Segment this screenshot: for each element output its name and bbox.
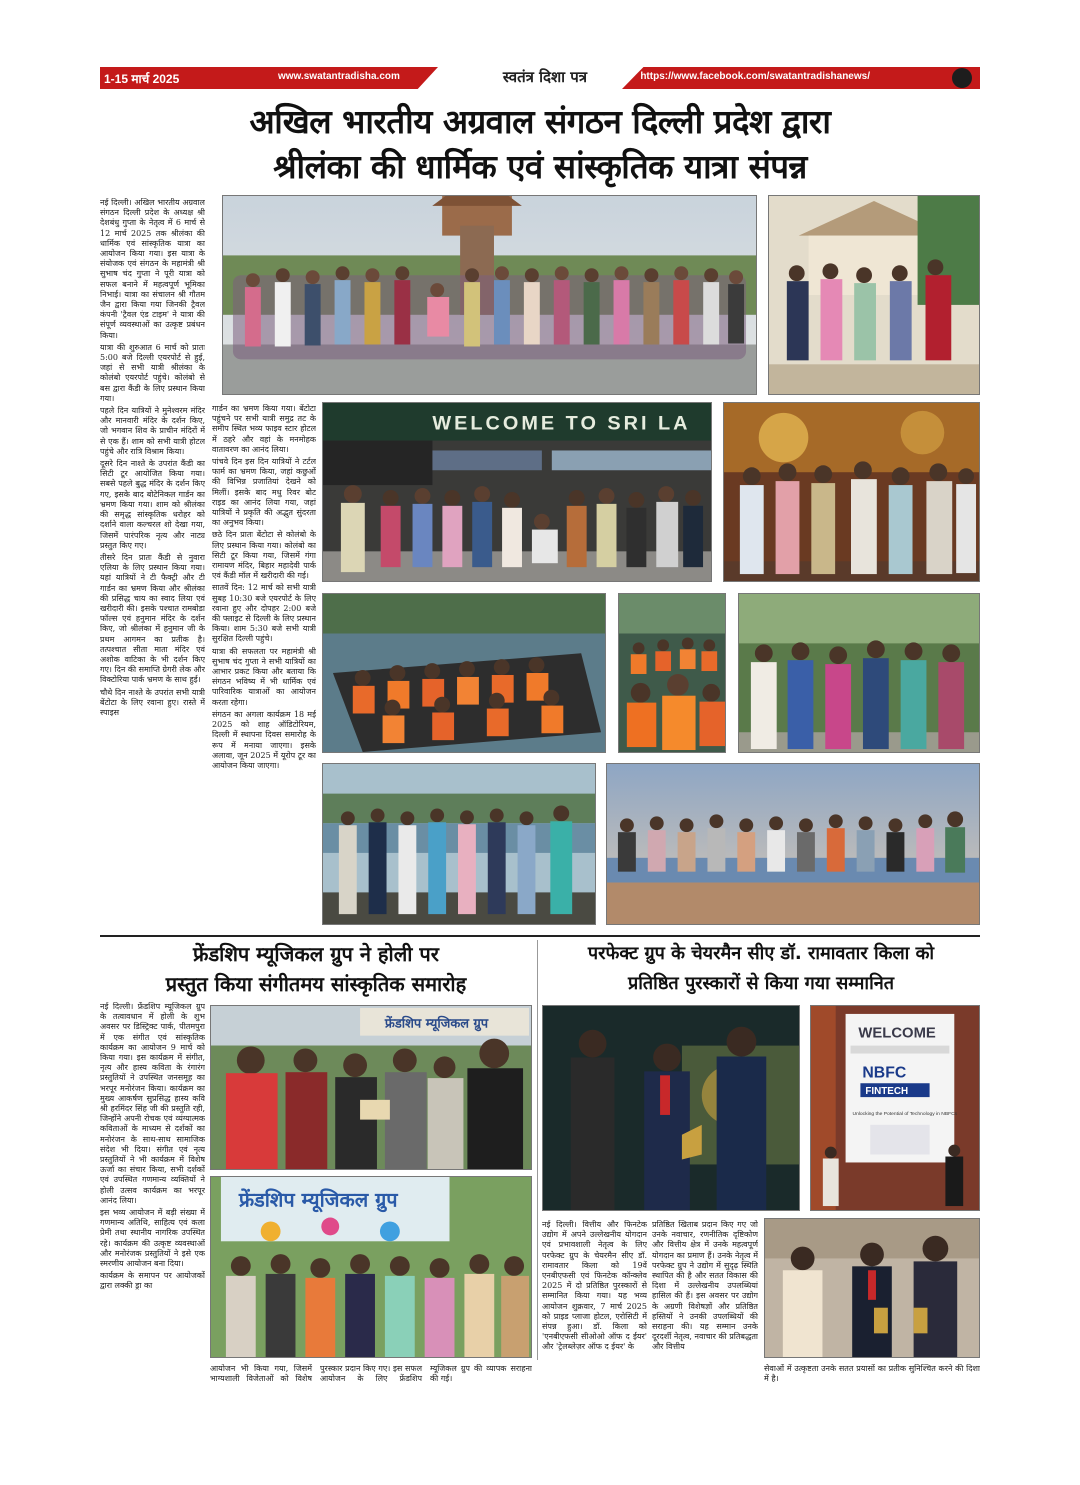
photo-group-clock-tower (222, 195, 757, 395)
paragraph: नई दिल्ली। अखिल भारतीय अग्रवाल संगठन दिल्ली प्रदेश के अध्यक्ष श्री देशबंधु गुप्ता के नेतृत्व में 6 मार्च से 12 मार्च 2025 तक श्रीलंका की धार्मिक एवं सांस्कृतिक यात्रा का आयोजन किया गया। इस यात्रा के संयोजक एवं संगठन के महामंत्री श्री सुभाष चंद गुप्ता ने पूरी यात्रा को सफल बनाने में महत्वपूर्ण भूमिका निभाई। यात्रा का संचालन श्री गौतम जैन द्वारा किया गया जिनकी ट्रैवल कंपनी 'ट्रैवल एंड टाइम' ने यात्रा की संपूर्ण व्यवस्थाओं का उत्कृष्ट प्रबंधन किया। (100, 198, 205, 340)
photo-beach-group (606, 763, 980, 925)
friendship-article-continued: आयोजन भी किया गया, जिसमें भाग्यशाली विजेताओं को विशेष पुरस्कार प्रदान किए गए। इस सफल आयोजन के लिए फ्रेंडशिप म्यूजिकल ग्रुप की व्यापक सराहना की गई। (210, 1364, 532, 1384)
facebook-link[interactable]: https://www.facebook.com/swatantradishanews/ (640, 71, 870, 82)
paragraph: इस भव्य आयोजन में बड़ी संख्या में गणमान्य अतिथि, साहित्य एवं कला प्रेमी तथा स्थानीय नागरिक उपस्थित रहे। कार्यक्रम की उत्कृष्ट व्यवस्थाओं और मनोरंजक प्रस्तुतियों ने इसे एक स्मरणीय आयोजन बना दिया। (100, 1208, 205, 1269)
issue-date: 1-15 मार्च 2025 (104, 72, 180, 86)
masthead (100, 67, 980, 89)
paragraph: छठे दिन प्रातः बेंटोटा से कोलंबो के लिए प्रस्थान किया गया। कोलंबो का सिटी टूर किया गया, जिसमें गंगा रामायण मंदिर, बिहार महादेवी पार्क एवं कैंडी मॉल में खरीदारी की गई। (212, 530, 316, 581)
newspaper-title: स्वतंत्र दिशा पत्र (502, 68, 588, 86)
friendship-headline-line-1: फ्रेंडशिप म्यूजिकल ग्रुप ने होली पर (193, 942, 439, 966)
photo-welcome-airport (322, 402, 712, 582)
photo-life-jackets (618, 593, 726, 753)
paragraph: कार्यक्रम के समापन पर आयोजकों द्वारा लक्की ड्रा का (100, 1271, 205, 1291)
photo-award-holders (764, 1218, 980, 1358)
perfect-headline-line-2: प्रतिष्ठित पुरस्कारों से किया गया सम्मानित (628, 973, 894, 994)
article-column-1 (100, 198, 205, 926)
holi-banner-text-2: फ्रेंडशिप म्यूजिकल ग्रुप (238, 1188, 398, 1212)
paragraph: पांचवे दिन इस दिन यात्रियों ने टर्टल फार्म का भ्रमण किया, जहां कछुओं की विभिन्न प्रजातियां देखने को मिलीं। इसके बाद मधु रिवर बोट राइड का आनंद लिया गया, जहां यात्रियों ने प्रकृति की अद्भुत सुंदरता का अनुभव किया। (212, 457, 316, 528)
nbfc-logo-text: NBFC (862, 1064, 907, 1082)
photo-holi-group (210, 1176, 532, 1358)
paragraph: संगठन का अगला कार्यक्रम 18 मई 2025 को शाह ऑडिटोरियम, दिल्ली में स्थापना दिवस समारोह के रूप में मनाया जाएगा। इसके अलावा, जून 2025 में यूरोप टूर का आयोजन किया जाएगा। (212, 709, 316, 770)
nbfc-welcome-text: WELCOME (858, 1025, 936, 1042)
paragraph: गार्डन का भ्रमण किया गया। बेंटोटा पहुंचने पर सभी यात्री समुद्र तट के समीप स्थित भव्य फाइव स्टार होटल में ठहरे और वहां के मनमोहक वातावरण का आनंद लिया। (212, 404, 316, 454)
photo-holi-award (210, 1005, 532, 1170)
masthead-dot-icon (952, 68, 972, 88)
paragraph: दूसरे दिन नाश्ते के उपरांत कैंडी का सिटी टूर आयोजित किया गया। सबसे पहले बुद्ध मंदिर के दर्शन किए गए, इसके बाद बोटेनिकल गार्डन का भ्रमण किया गया। शाम को श्रीलंका की समृद्ध सांस्कृतिक धरोहर को दर्शाने वाला कल्चरल शो देखा गया, जिसमें पारंपरिक नृत्य और नाट्य प्रस्तुत किए गए। (100, 459, 205, 550)
perfect-article-continued: सेवाओं में उत्कृष्टता उनके सतत प्रयासों का प्रतीक सुनिश्चित करने की दिशा में है। (764, 1364, 980, 1384)
nbfc-tagline: Unlocking the Potential of Technology in NBFCs (852, 1111, 958, 1117)
paragraph: सातवें दिन: 12 मार्च को सभी यात्री सुबह 10:30 बजे एयरपोर्ट के लिए रवाना हुए और दोपहर 2:00 बजे की फ्लाइट से दिल्ली के लिए प्रस्थान किया। शाम 5:30 बजे सभी यात्री सुरक्षित दिल्ली पहुंचे। (212, 583, 316, 644)
photo-boat-ride (322, 593, 606, 753)
friendship-article (100, 1002, 205, 1358)
website-link[interactable]: www.swatantradisha.com (278, 71, 400, 82)
holi-banner-text: फ्रेंडशिप म्यूजिकल ग्रुप (384, 1016, 489, 1032)
perfect-article-column-2: प्रतिष्ठित खिताब प्रदान किए गए जो उनके नवाचार, रणनीतिक दृष्टिकोण और वित्तीय क्षेत्र में उनके महत्वपूर्ण योगदान का प्रमाण हैं। उनके नेतृत्व में परफेक्ट ग्रुप ने उद्योग में सुदृढ़ स्थिति स्थापित की है और सतत विकास की दिशा में उल्लेखनीय उपलब्धियां हासिल की हैं। इस अवसर पर उद्योग के अग्रणी विशेषज्ञों और प्रतिष्ठित हस्तियों ने उनकी उपलब्धियों की सराहना की। यह सम्मान उनके दूरदर्शी नेतृत्व, नवाचार की प्रतिबद्धता और वित्तीय (652, 1220, 758, 1352)
photo-temple-group (723, 402, 980, 582)
paragraph: नई दिल्ली। फ्रेंडशिप म्यूजिकल ग्रुप के तत्वावधान में होली के शुभ अवसर पर डिस्ट्रिक्ट पार्क, पीतमपुरा में एक संगीत एवं सांस्कृतिक कार्यक्रम का आयोजन 9 मार्च को किया गया। इस कार्यक्रम में संगीत, नृत्य और हास्य कविता के रंगारंग प्रस्तुतियों ने उपस्थित जनसमूह का भरपूर मनोरंजन किया। कार्यक्रम का मुख्य आकर्षण सुप्रसिद्ध हास्य कवि श्री हरमिंदर सिंह जी की प्रस्तुति रही, जिन्होंने अपनी रोचक एवं व्यंग्यात्मक कविताओं के माध्यम से दर्शकों का मनोरंजन के साथ-साथ सामाजिक संदेश भी दिया। संगीत एवं नृत्य प्रस्तुतियों ने भी कार्यक्रम में विशेष ऊर्जा का संचार किया, सभी दर्शकों एवं उपस्थित गणमान्य व्यक्तियों ने होली उत्सव कार्यक्रम का भरपूर आनंद लिया। (100, 1002, 205, 1205)
main-headline-line-1: अखिल भारतीय अग्रवाल संगठन दिल्ली प्रदेश द्वारा (249, 102, 831, 141)
photo-women-garden (738, 593, 980, 753)
photo-nbfc-banner (810, 1005, 980, 1211)
photo-award-stage (542, 1005, 800, 1211)
paragraph: पहले दिन यात्रियों ने मुनेश्वरम मंदिर और मानवारी मंदिर के दर्शन किए, जो भगवान शिव के प्राचीन मंदिरों में से एक हैं। शाम को सभी यात्री होटल पहुंचे और रात्रि विश्राम किया। (100, 406, 205, 456)
fintech-label: FINTECH (865, 1086, 909, 1098)
column-divider (537, 940, 538, 1360)
paragraph: चौथे दिन नाश्ते के उपरांत सभी यात्री बेंटोटा के लिए रवाना हुए। रास्ते में स्पाइस (100, 687, 205, 717)
paragraph: यात्रा की सफलता पर महामंत्री श्री सुभाष चंद गुप्ता ने सभी यात्रियों का आभार प्रकट किया और बताया कि संगठन भविष्य में भी धार्मिक एवं पारिवारिक यात्राओं का आयोजन करता रहेगा। (212, 646, 316, 707)
paragraph: यात्रा की शुरुआत 6 मार्च को प्रातः 5:00 बजे दिल्ली एयरपोर्ट से हुई, जहां से सभी यात्री श्रीलंका के कोलंबो एयरपोर्ट पहुंचे। कोलंबो से बस द्वारा कैंडी के लिए प्रस्थान किया गया। (100, 342, 205, 403)
perfect-headline-line-1: परफेक्ट ग्रुप के चेयरमैन सीए डॉ. रामावतार किला को (587, 943, 935, 964)
perfect-article-column-1: नई दिल्ली। वित्तीय और फिनटेक उद्योग में अपने उल्लेखनीय योगदान एवं प्रभावशाली नेतृत्व के लिए परफेक्ट ग्रुप के चेयरमैन सीए डॉ. रामावतार किला को 19वें एनबीएफसी एवं फिनटेक कॉन्क्लेव 2025 में दो प्रतिष्ठित पुरस्कारों से सम्मानित किया गया। यह भव्य आयोजन शुक्रवार, 7 मार्च 2025 को प्राइड प्लाजा होटल, एरोसिटी में संपन्न हुआ। डॉ. किला को 'एनबीएफसी सीओओ ऑफ द ईयर' और 'ट्रेलब्लेज़र ऑफ द ईयर' के (542, 1220, 647, 1352)
paragraph: तीसरे दिन प्रातः कैंडी से नुवारा एलिया के लिए प्रस्थान किया गया। यहां यात्रियों ने टी फैक्ट्री और टी गार्डन का भ्रमण किया और श्रीलंका की प्रसिद्ध चाय का स्वाद लिया एवं खरीदारी की। इसके पश्चात रामबोडा फॉल्स एवं हनुमान मंदिर के दर्शन किए, जो श्रीलंका में हनुमान जी के प्रथम आगमन का प्रतीक है। तत्पश्चात सीता माता मंदिर एवं अशोक वाटिका के भी दर्शन किए गए। दिन की समाप्ति ग्रेगरी लेक और विक्टोरिया पार्क भ्रमण के साथ हुई। (100, 552, 205, 685)
photo-lake-group (322, 763, 596, 925)
photo-women-temple (768, 195, 980, 395)
welcome-sign-text: WELCOME TO SRI LA (432, 412, 691, 435)
main-headline-line-2: श्रीलंका की धार्मिक एवं सांस्कृतिक यात्रा संपन्न (273, 147, 807, 186)
section-divider (100, 935, 980, 937)
friendship-headline-line-2: प्रस्तुत किया संगीतमय सांस्कृतिक समारोह (165, 972, 467, 996)
article-column-2 (212, 404, 316, 926)
